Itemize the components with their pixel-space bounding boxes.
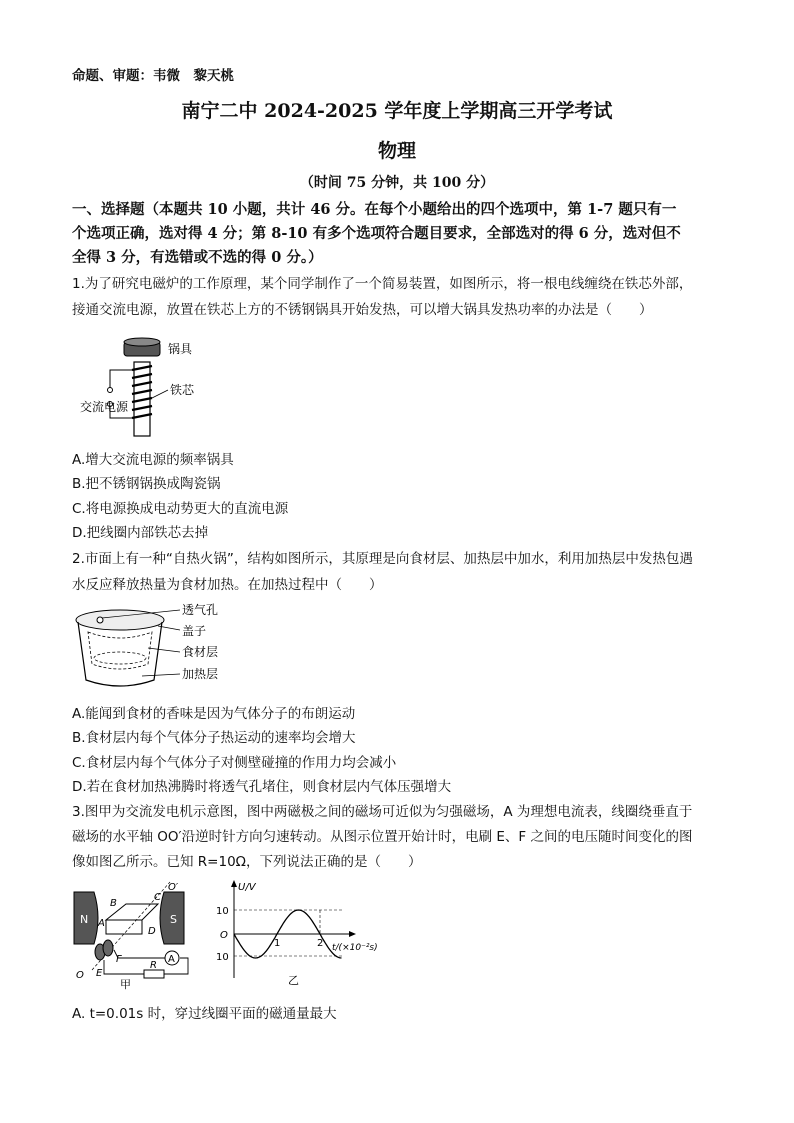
voltage-plot: [212, 878, 412, 990]
authors-line: 命题、审题：韦微 黎天桃: [72, 68, 234, 84]
q2-option-a[interactable]: A.能闻到食材的香味是因为气体分子的布朗运动: [72, 706, 356, 722]
q1-stem-line1: 1.为了研究电磁炉的工作原理，某个同学制作了一个简易装置，如图所示，将一根电线缠绕在铁芯外部，: [72, 276, 693, 292]
brush-e: E: [96, 968, 103, 979]
q1-figure: [72, 330, 232, 440]
x-axis-label: t/(×10⁻²s): [332, 943, 378, 953]
origin-label: O: [220, 930, 228, 941]
lid-label: 盖子: [182, 624, 207, 638]
q1-stem-line2: 接通交流电源，放置在铁芯上方的不锈钢锅具开始发热，可以增大锅具发热功率的办法是（ ）: [72, 302, 653, 318]
south-label: S: [170, 913, 177, 926]
exam-title: 南宁二中 2024-2025 学年度上学期高三开学考试: [181, 100, 613, 122]
ammeter-label: A: [168, 954, 175, 965]
resistor-label: R: [150, 960, 157, 971]
q2-stem-line2: 水反应释放热量为食材加热。在加热过程中（ ）: [72, 577, 383, 593]
y-tick-bottom: 10: [216, 952, 229, 963]
pot-label: 锅具: [168, 342, 193, 356]
caption-yi: 乙: [288, 974, 299, 987]
pot-top: [124, 338, 160, 346]
q2-option-b[interactable]: B.食材层内每个气体分子热运动的速率均会增大: [72, 730, 356, 746]
time-info: （时间 75 分钟，共 100 分）: [299, 175, 495, 191]
q2-stem-line1: 2.市面上有一种“自热火锅”，结构如图所示，其原理是向食材层、加热层中加水，利用加热层中发热包遇: [72, 551, 693, 567]
section1-line1: 一、选择题（本题共 10 小题，共计 46 分。在每个小题给出的四个选项中，第 1-7 题只有一: [72, 201, 677, 218]
resistor-r: [144, 970, 164, 978]
q2-option-d[interactable]: D.若在食材加热沸腾时将透气孔堵住，则食材层内气体压强增大: [72, 779, 452, 795]
q1-option-c[interactable]: C.将电源换成电动势更大的直流电源: [72, 501, 289, 517]
caption-jia: 甲: [120, 978, 131, 990]
section1-line2: 个选项正确，选对得 4 分；第 8-10 有多个选项符合题目要求，全部选对的得 6 分，选对但不: [72, 225, 681, 242]
section1-line3: 全得 3 分，有选错或不选的得 0 分。）: [72, 249, 323, 266]
north-label: N: [80, 913, 89, 926]
brush-f: F: [116, 954, 122, 965]
point-b: B: [110, 898, 117, 909]
generator-figure: [72, 878, 212, 990]
x-tick-1: 1: [274, 938, 281, 949]
subject-title: 物理: [377, 140, 416, 162]
vent-label: 透气孔: [182, 603, 219, 617]
point-o: O: [76, 970, 84, 981]
q2-figure: [72, 600, 242, 695]
y-tick-top: 10: [216, 906, 229, 917]
food-layer-shape: [88, 632, 152, 669]
source-label: 交流电源: [80, 400, 129, 414]
q3-stem-line1: 3.图甲为交流发电机示意图，图中两磁极之间的磁场可近似为匀强磁场，A 为理想电流表，线圈绕垂直于: [72, 804, 693, 820]
point-a: A: [98, 918, 105, 929]
food-label: 食材层: [182, 645, 219, 659]
heat-label: 加热层: [182, 667, 219, 681]
core-label: 铁芯: [170, 383, 195, 397]
point-c: C: [154, 892, 161, 903]
point-o-prime: O′: [168, 882, 179, 893]
q1-option-d[interactable]: D.把线圈内部铁芯去掉: [72, 525, 209, 541]
x-tick-2: 2: [317, 938, 324, 949]
q3-stem-line2: 磁场的水平轴 OO′沿逆时针方向匀速转动。从图示位置开始计时，电刷 E、F 之间的电压随时间变化的图: [72, 829, 693, 845]
q2-option-c[interactable]: C.食材层内每个气体分子对侧壁碰撞的作用力均会减小: [72, 755, 397, 771]
point-d: D: [148, 926, 156, 937]
q3-option-a[interactable]: A. t=0.01s 时，穿过线圈平面的磁通量最大: [72, 1006, 337, 1022]
y-axis-label: U/V: [238, 882, 256, 893]
q1-option-a[interactable]: A.增大交流电源的频率锅具: [72, 452, 234, 468]
slip-ring-2: [103, 940, 113, 956]
q1-option-b[interactable]: B.把不锈钢锅换成陶瓷锅: [72, 476, 221, 492]
q3-stem-line3: 像如图乙所示。已知 R=10Ω，下列说法正确的是（ ）: [72, 854, 422, 870]
terminal-top: [108, 388, 113, 393]
